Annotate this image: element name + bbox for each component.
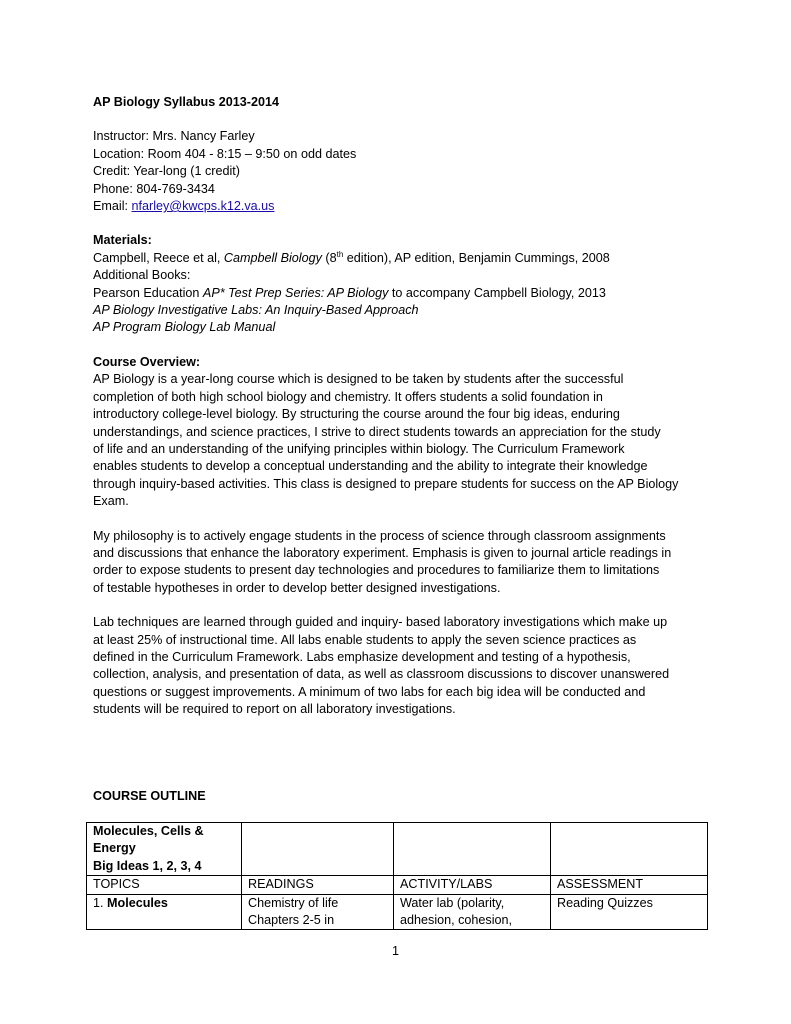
instructor-line: Instructor: Mrs. Nancy Farley — [93, 129, 255, 144]
overview-paragraph-2 — [93, 528, 713, 598]
topic-cell — [87, 894, 242, 930]
text-line: and discussions that enhance the laboratory experiment. Emphasis is given to journal article readings in — [93, 545, 672, 560]
readings-cell — [242, 894, 394, 930]
table-row-unit — [87, 823, 708, 876]
book1-prefix: Pearson Education — [93, 285, 203, 300]
book1-title: AP* Test Prep Series: AP Biology — [202, 285, 389, 300]
text-line: order to expose students to present day technologies and procedures to familiarize them to limitations — [93, 563, 660, 578]
readings-line: Chapters 2-5 in — [248, 913, 335, 928]
syllabus-body — [93, 94, 713, 719]
unit-cell — [87, 823, 242, 876]
textbook-edition-sup: th — [336, 249, 344, 259]
table-row — [87, 894, 708, 930]
unit-line: Molecules, Cells & — [93, 824, 204, 838]
text-line: Lab techniques are learned through guided and inquiry- based laboratory investigations which make up — [93, 615, 668, 630]
empty-cell — [551, 823, 708, 876]
header-assessment: ASSESSMENT — [551, 876, 708, 894]
book2-line: AP Biology Investigative Labs: An Inquiry-Based Approach — [93, 303, 419, 318]
email-link[interactable]: nfarley@kwcps.k12.va.us — [131, 199, 275, 214]
text-line: students will be required to report on all laboratory investigations. — [93, 702, 456, 717]
empty-cell — [394, 823, 551, 876]
page-number: 1 — [391, 944, 399, 958]
header-readings: READINGS — [242, 876, 394, 894]
text-line: introductory college-level biology. By structuring the course around the four big ideas, enduring — [93, 407, 620, 422]
course-outline-title: COURSE OUTLINE — [93, 789, 206, 803]
book1-line — [93, 285, 713, 302]
text-line: enables students to develop a conceptual understanding and the ability to integrate their knowledge — [93, 459, 648, 474]
text-line: of testable hypotheses in order to develop better designed investigations. — [93, 580, 501, 595]
text-line: through inquiry-based activities. This class is designed to prepare students for success on the AP Biology — [93, 476, 679, 491]
overview-heading: Course Overview: — [93, 354, 201, 369]
email-line — [93, 198, 713, 215]
header-activity-labs: ACTIVITY/LABS — [394, 876, 551, 894]
text-line: defined in the Curriculum Framework. Labs emphasize development and testing of a hypothesis, — [93, 649, 631, 664]
location-line: Location: Room 404 - 8:15 – 9:50 on odd dates — [93, 146, 357, 161]
book3-line: AP Program Biology Lab Manual — [93, 320, 276, 335]
textbook-title: Campbell Biology — [223, 250, 322, 265]
textbook-suffix: edition), AP edition, Benjamin Cummings, 2008 — [343, 250, 610, 265]
header-topics: TOPICS — [87, 876, 242, 894]
activity-cell — [394, 894, 551, 930]
unit-line: Energy — [93, 841, 136, 856]
overview-paragraph-1 — [93, 371, 713, 510]
text-line: AP Biology is a year-long course which is designed to be taken by students after the successful — [93, 372, 624, 387]
empty-cell — [242, 823, 394, 876]
topic-name: Molecules — [107, 895, 168, 910]
text-line: collection, analysis, and presentation of data, as well as classroom discussions to discover unanswered — [93, 667, 670, 682]
textbook-edition-open: (8 — [321, 250, 337, 265]
topic-number: 1. — [93, 895, 108, 910]
textbook-prefix: Campbell, Reece et al, — [93, 250, 224, 265]
overview-paragraph-3 — [93, 614, 713, 718]
book1-suffix: to accompany Campbell Biology, 2013 — [388, 285, 606, 300]
document-title: AP Biology Syllabus 2013-2014 — [93, 95, 279, 109]
text-line: My philosophy is to actively engage students in the process of science through classroom assignments — [93, 528, 666, 543]
activity-line: adhesion, cohesion, — [400, 913, 513, 928]
table-header-row — [87, 876, 708, 894]
text-line: at least 25% of instructional time. All labs enable students to apply the seven science practices as — [93, 632, 637, 647]
activity-line: Water lab (polarity, — [400, 895, 505, 910]
course-outline-table — [86, 822, 708, 930]
text-line: Exam. — [93, 494, 129, 509]
text-line: completion of both high school biology and chemistry. It offers students a solid foundation in — [93, 389, 603, 404]
email-label: Email: — [93, 199, 132, 214]
assessment-cell: Reading Quizzes — [551, 894, 708, 930]
readings-line: Chemistry of life — [248, 895, 339, 910]
text-line: questions or suggest improvements. A minimum of two labs for each big idea will be conducted and — [93, 684, 646, 699]
unit-line: Big Ideas 1, 2, 3, 4 — [93, 858, 202, 873]
additional-books-heading: Additional Books: — [93, 268, 191, 283]
phone-line: Phone: 804-769-3434 — [93, 181, 215, 196]
text-line: understandings, and science practices, I strive to direct students towards an appreciation for the study — [93, 424, 661, 439]
textbook-line — [93, 250, 713, 267]
text-line: of life and an understanding of the unifying principles within biology. The Curriculum Framework — [93, 441, 625, 456]
materials-heading: Materials: — [93, 233, 152, 248]
credit-line: Credit: Year-long (1 credit) — [93, 164, 240, 179]
